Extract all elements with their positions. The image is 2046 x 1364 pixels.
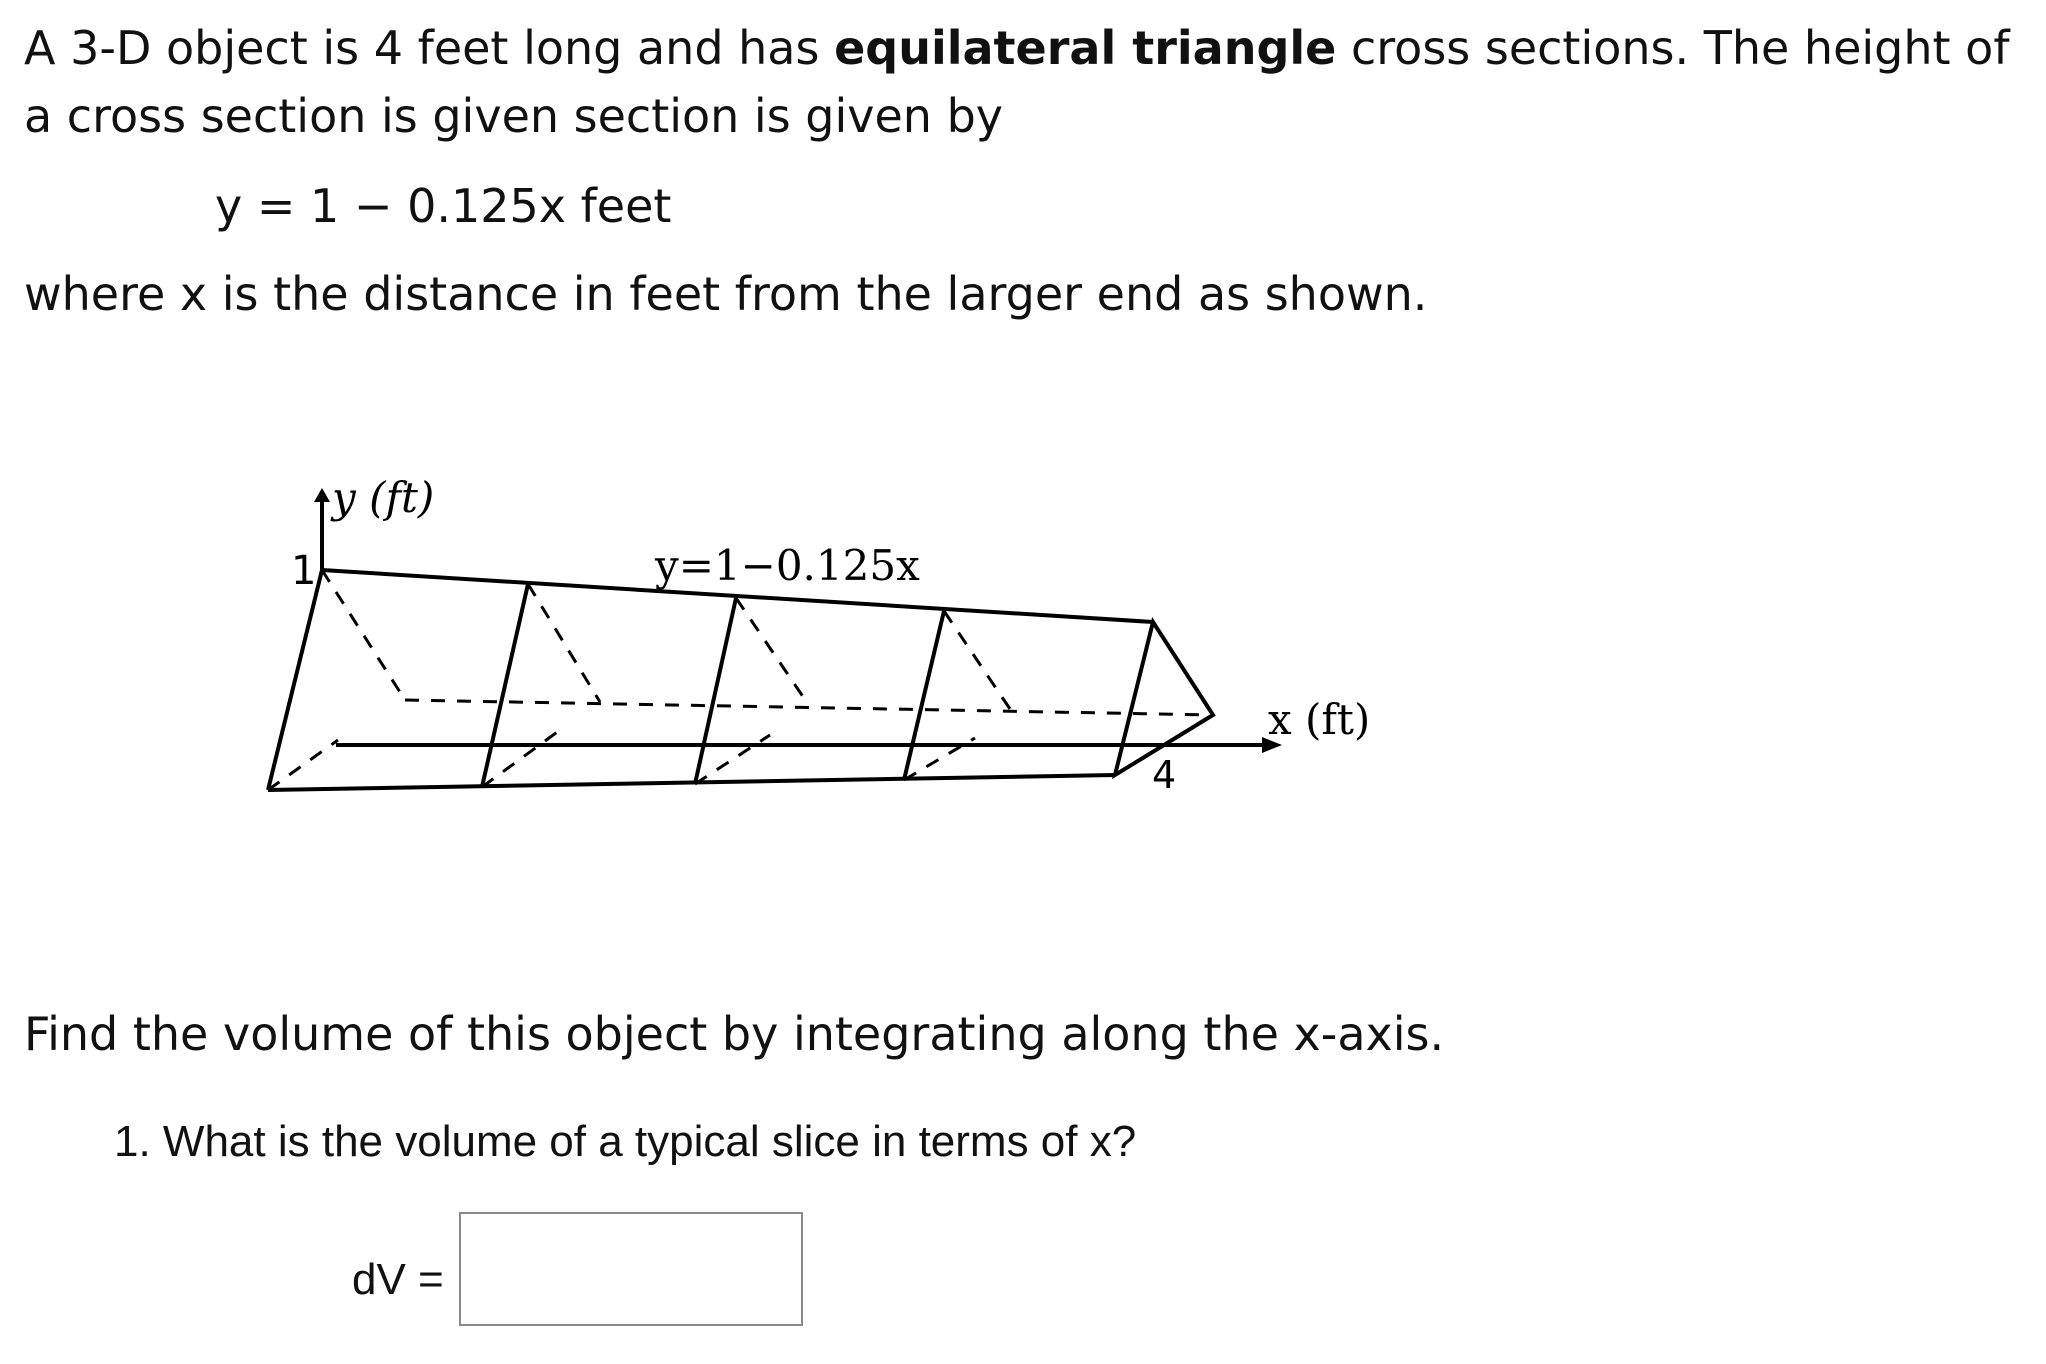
x-tick-label: 4 [1152,753,1177,797]
instruction-text: Find the volume of this object by integrating along the x-axis. [24,1007,1445,1061]
height-equation: y = 1 − 0.125x feet [215,179,672,233]
hidden-centerline [405,700,1213,715]
intro-text: A 3-D object is 4 feet long and has [24,21,835,75]
x-axis-label: x (ft) [1268,695,1371,744]
hidden-edge [322,570,405,700]
hidden-edge [528,584,600,702]
where-text: where x is the distance in feet from the larger end as shown. [24,267,1428,321]
curve-label: y=1−0.125x [655,541,920,590]
hidden-edge [736,598,808,704]
answer-label: dV = [352,1255,444,1304]
y-axis-label: y (ft) [332,473,435,522]
cross-section-4 [904,611,944,780]
y-axis-arrow [314,488,330,502]
cross-section-2 [482,584,528,787]
cross-section-3 [695,598,736,784]
hidden-edge [944,611,1010,709]
bottom-edge [268,775,1115,790]
question-text: 1. What is the volume of a typical slice in terms of x? [114,1117,1137,1166]
answer-input[interactable] [459,1212,803,1326]
hidden-edge [695,735,770,784]
intro-text-cont: cross sections. The height of a cross section is given section is given by [24,21,2010,143]
y-tick-label: 1 [291,548,317,594]
intro-bold-text: equilateral triangle [834,21,1337,75]
